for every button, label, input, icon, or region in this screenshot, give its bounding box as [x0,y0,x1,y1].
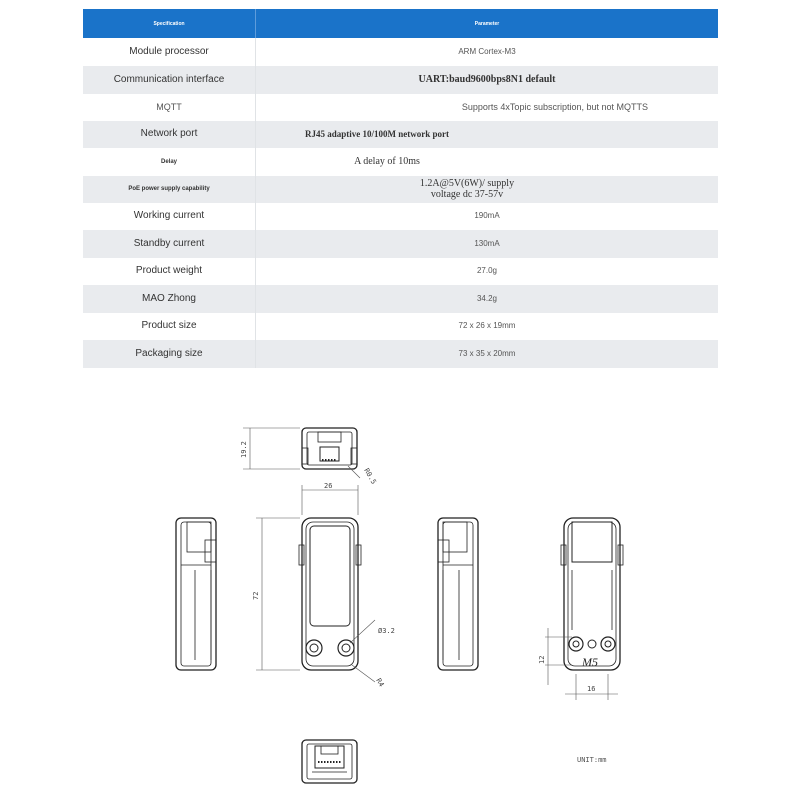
dim-hole-spacing-v: 12 [538,655,546,664]
param-cell: RJ45 adaptive 10/100M network port [256,121,719,148]
spec-cell: Standby current [83,230,256,258]
param-cell: 34.2g [256,285,719,313]
param-cell: A delay of 10ms [256,148,719,176]
param-cell: 190mA [256,203,719,230]
dim-length: 72 [252,591,260,600]
left-side-view [176,518,216,670]
front-view [299,518,361,670]
param-cell: 72 x 26 x 19mm [256,313,719,340]
spec-cell: Network port [83,121,256,148]
back-view [561,518,623,670]
param-cell: Supports 4xTopic subscription, but not MQTTS [256,94,719,121]
dim-hole-spacing-h: 16 [587,685,596,693]
bottom-view [302,740,357,783]
spec-cell: Working current [83,203,256,230]
spec-cell: Delay [83,148,256,176]
m5-logo: M5 [582,655,598,669]
param-cell: 73 x 35 x 20mm [256,340,719,368]
dim-hole-diameter: Ø3.2 [378,627,395,635]
param-cell: ARM Cortex-M3 [256,38,719,66]
dim-corner: R4 [374,677,386,689]
spec-cell: Product weight [83,258,256,285]
top-view [302,428,357,469]
spec-cell: PoE power supply capability [83,176,256,203]
param-cell: 130mA [256,230,719,258]
param-cell: 1.2A@5V(6W)/ supply voltage dc 37-57v [256,176,719,203]
header-parameter: Parameter [256,9,719,38]
param-cell: 27.0g [256,258,719,285]
right-side-view [438,518,478,670]
header-specification: Specification [83,9,256,38]
param-cell: UART:baud9600bps8N1 default [256,66,719,94]
spec-cell: MAO Zhong [83,285,256,313]
spec-cell: Communication interface [83,66,256,94]
spec-cell: Module processor [83,38,256,66]
unit-label: UNIT:mm [577,756,607,764]
dim-width-front: 26 [324,482,333,490]
dim-height-top: 19.2 [240,441,248,458]
spec-cell: Product size [83,313,256,340]
spec-cell: Packaging size [83,340,256,368]
dim-radius: R0.5 [362,467,378,486]
spec-cell: MQTT [83,94,256,121]
